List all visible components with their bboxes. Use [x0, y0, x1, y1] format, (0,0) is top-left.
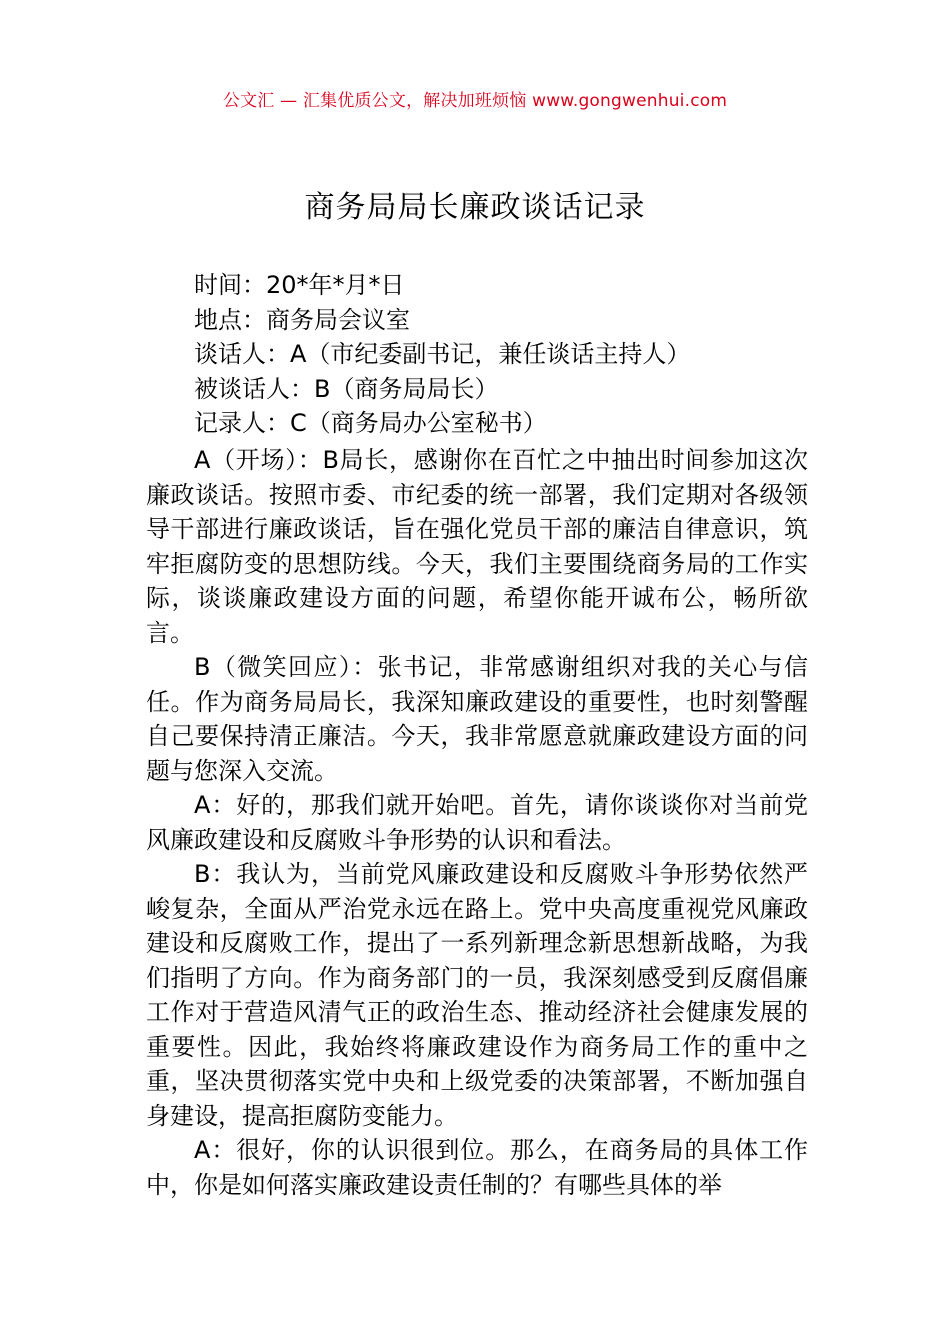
- meta-recorder: 记录人：C（商务局办公室秘书）: [194, 409, 547, 437]
- header-banner[interactable]: 公文汇 — 汇集优质公文，解决加班烦恼 www.gongwenhui.com: [222, 91, 728, 111]
- paragraph: A：很好，你的认识很到位。那么，在商务局的具体工作中，你是如何落实廉政建设责任制的？有哪些具体的举: [146, 1136, 808, 1199]
- document-title: 商务局局长廉政谈话记录: [304, 190, 646, 225]
- paragraph: A（开场）：B局长，感谢你在百忙之中抽出时间参加这次廉政谈话。按照市委、市纪委的统一部署，我们定期对各级领导干部进行廉政谈话，旨在强化党员干部的廉洁自律意识，筑牢拒腐防变的思想防线。今天，我们主要围绕商务局的工作实际，谈谈廉政建设方面的问题，希望你能开诚布公，畅所欲言。: [146, 446, 808, 647]
- paragraph: A：好的，那我们就开始吧。首先，请你谈谈你对当前党风廉政建设和反腐败斗争形势的认识和看法。: [146, 791, 808, 854]
- paragraph: B（微笑回应）：张书记，非常感谢组织对我的关心与信任。作为商务局局长，我深知廉政建设的重要性，也时刻警醒自己要保持清正廉洁。今天，我非常愿意就廉政建设方面的问题与您深入交流。: [146, 653, 808, 785]
- meta-time: 时间：20*年*月*日: [194, 271, 405, 299]
- meta-interviewee: 被谈话人：B（商务局局长）: [194, 374, 499, 403]
- meta-location: 地点：商务局会议室: [194, 305, 410, 334]
- document-body: [146, 443, 808, 1202]
- meta-interviewer: 谈话人：A（市纪委副书记，兼任谈话主持人）: [194, 340, 691, 368]
- meta-block: [194, 268, 690, 441]
- paragraph: B：我认为，当前党风廉政建设和反腐败斗争形势依然严峻复杂，全面从严治党永远在路上。党中央高度重视党风廉政建设和反腐败工作，提出了一系列新理念新思想新战略，为我们指明了方向。作为商务部门的一员，我深刻感受到反腐倡廉工作对于营造风清气正的政治生态、推动经济社会健康发展的重要性。因此，我始终将廉政建设作为商务局工作的重中之重，坚决贯彻落实党中央和上级党委的决策部署，不断加强自身建设，提高拒腐防变能力。: [146, 860, 808, 1130]
